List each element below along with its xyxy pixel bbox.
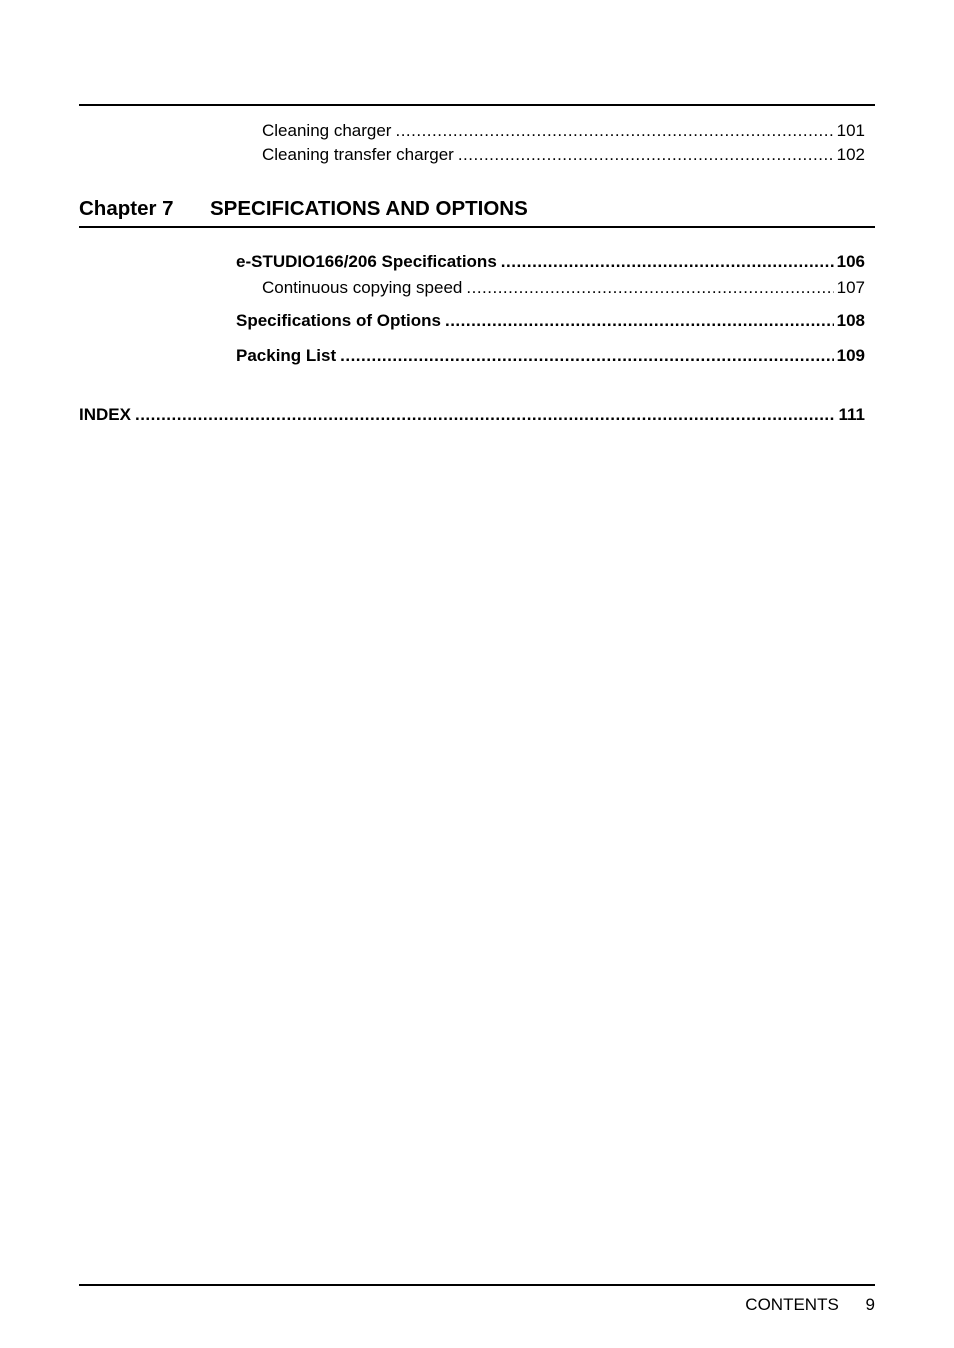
- footer-rule: [79, 1284, 875, 1286]
- chapter-heading[interactable]: [79, 197, 528, 221]
- dot-leader: [466, 278, 833, 298]
- page-footer: [745, 1295, 875, 1315]
- toc-entry-label: Cleaning charger: [262, 121, 392, 140]
- toc-entry-cleaning-transfer-charger[interactable]: [262, 145, 865, 165]
- footer-section-label: CONTENTS: [745, 1295, 839, 1314]
- chapter-title: SPECIFICATIONS AND OPTIONS: [210, 197, 528, 220]
- toc-entry-label: Specifications of Options: [236, 311, 441, 330]
- toc-entry-page: 109: [836, 346, 865, 365]
- toc-entry-label: Packing List: [236, 346, 337, 365]
- toc-entry-label: INDEX: [79, 405, 131, 424]
- dot-leader: [135, 405, 836, 425]
- toc-entry-specifications[interactable]: [236, 252, 865, 272]
- toc-entry-page: 106: [836, 252, 865, 271]
- toc-entry-index[interactable]: [79, 405, 865, 425]
- toc-entry-specifications-of-options[interactable]: [236, 311, 865, 331]
- toc-entry-page: 108: [836, 311, 865, 330]
- toc-entry-page: 101: [836, 121, 865, 140]
- dot-leader: [458, 145, 834, 165]
- toc-entry-label: e-STUDIO166/206 Specifications: [236, 252, 497, 271]
- toc-entry-packing-list[interactable]: [236, 346, 865, 366]
- toc-entry-page: 102: [836, 145, 865, 164]
- dot-leader: [445, 311, 834, 331]
- toc-entry-page: 111: [838, 405, 865, 424]
- toc-entry-continuous-copying-speed[interactable]: [262, 278, 865, 298]
- toc-entry-cleaning-charger[interactable]: [262, 121, 865, 141]
- toc-entry-page: 107: [836, 278, 865, 297]
- toc-entry-label: Cleaning transfer charger: [262, 145, 454, 164]
- dot-leader: [395, 121, 833, 141]
- footer-page-number: 9: [865, 1295, 875, 1314]
- chapter-rule: [79, 226, 875, 228]
- dot-leader: [501, 252, 834, 272]
- top-rule: [79, 104, 875, 106]
- chapter-number: Chapter 7: [79, 197, 174, 220]
- toc-entry-label: Continuous copying speed: [262, 278, 463, 297]
- dot-leader: [340, 346, 833, 366]
